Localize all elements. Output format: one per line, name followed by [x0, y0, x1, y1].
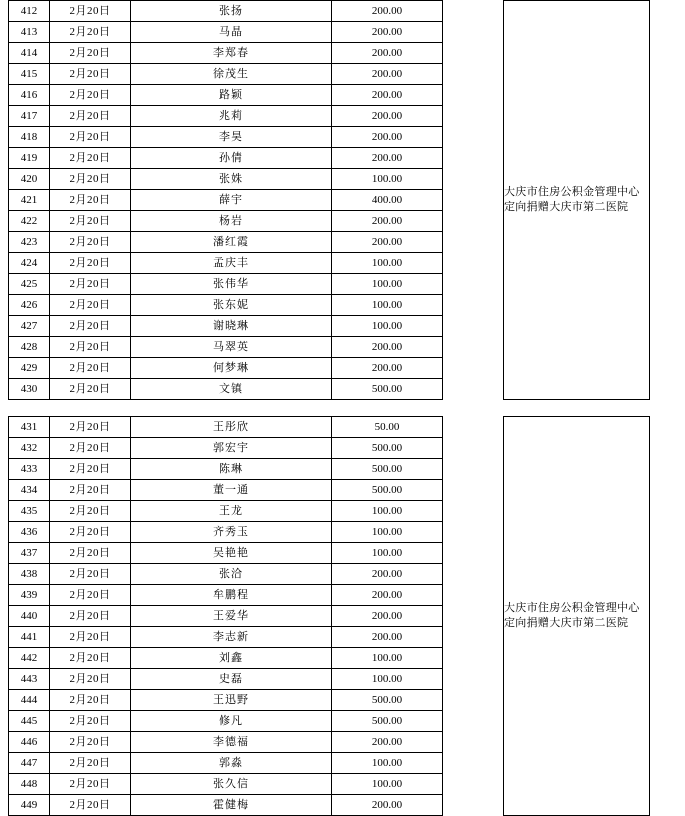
- cell-amount: 100.00: [332, 543, 443, 564]
- cell-amount: 200.00: [332, 627, 443, 648]
- cell-date: 2月20日: [50, 274, 131, 295]
- cell-gap: [443, 417, 504, 816]
- cell-donor-name: 王彤欣: [131, 417, 332, 438]
- cell-serial-number: 443: [9, 669, 50, 690]
- cell-donor-name: 李志新: [131, 627, 332, 648]
- cell-donor-name: 路颖: [131, 85, 332, 106]
- cell-amount: 400.00: [332, 190, 443, 211]
- cell-serial-number: 441: [9, 627, 50, 648]
- donation-table-block-2: [8, 416, 650, 816]
- cell-serial-number: 422: [9, 211, 50, 232]
- block-separator: [0, 400, 685, 416]
- cell-amount: 200.00: [332, 211, 443, 232]
- cell-amount: 100.00: [332, 669, 443, 690]
- cell-amount: 200.00: [332, 795, 443, 816]
- cell-serial-number: 414: [9, 43, 50, 64]
- cell-donor-name: 张扬: [131, 1, 332, 22]
- cell-date: 2月20日: [50, 459, 131, 480]
- cell-amount: 200.00: [332, 232, 443, 253]
- cell-donor-name: 马晶: [131, 22, 332, 43]
- cell-serial-number: 437: [9, 543, 50, 564]
- cell-date: 2月20日: [50, 169, 131, 190]
- cell-date: 2月20日: [50, 106, 131, 127]
- cell-donor-name: 兆莉: [131, 106, 332, 127]
- cell-amount: 200.00: [332, 148, 443, 169]
- cell-date: 2月20日: [50, 148, 131, 169]
- cell-donor-name: 王龙: [131, 501, 332, 522]
- cell-donor-name: 齐秀玉: [131, 522, 332, 543]
- cell-amount: 200.00: [332, 64, 443, 85]
- cell-donor-name: 徐茂生: [131, 64, 332, 85]
- cell-serial-number: 423: [9, 232, 50, 253]
- cell-amount: 200.00: [332, 585, 443, 606]
- cell-donor-name: 张姝: [131, 169, 332, 190]
- cell-amount: 50.00: [332, 417, 443, 438]
- cell-donor-name: 张久信: [131, 774, 332, 795]
- cell-note: [504, 1, 650, 400]
- cell-donor-name: 李郑春: [131, 43, 332, 64]
- cell-amount: 500.00: [332, 379, 443, 400]
- table-body: [9, 417, 650, 816]
- cell-serial-number: 435: [9, 501, 50, 522]
- cell-date: 2月20日: [50, 417, 131, 438]
- cell-serial-number: 440: [9, 606, 50, 627]
- cell-donor-name: 孟庆丰: [131, 253, 332, 274]
- cell-donor-name: 郭宏宇: [131, 438, 332, 459]
- cell-date: 2月20日: [50, 85, 131, 106]
- cell-date: 2月20日: [50, 669, 131, 690]
- cell-date: 2月20日: [50, 295, 131, 316]
- cell-amount: 200.00: [332, 85, 443, 106]
- cell-serial-number: 419: [9, 148, 50, 169]
- cell-serial-number: 431: [9, 417, 50, 438]
- cell-donor-name: 陈琳: [131, 459, 332, 480]
- cell-date: 2月20日: [50, 337, 131, 358]
- cell-donor-name: 董一通: [131, 480, 332, 501]
- cell-date: 2月20日: [50, 438, 131, 459]
- cell-serial-number: 436: [9, 522, 50, 543]
- cell-amount: 100.00: [332, 169, 443, 190]
- cell-serial-number: 444: [9, 690, 50, 711]
- cell-amount: 100.00: [332, 253, 443, 274]
- cell-date: 2月20日: [50, 690, 131, 711]
- cell-date: 2月20日: [50, 648, 131, 669]
- cell-donor-name: 郭淼: [131, 753, 332, 774]
- cell-donor-name: 杨岩: [131, 211, 332, 232]
- cell-amount: 200.00: [332, 358, 443, 379]
- cell-date: 2月20日: [50, 501, 131, 522]
- table-row: [9, 417, 650, 438]
- cell-serial-number: 433: [9, 459, 50, 480]
- cell-note: [504, 417, 650, 816]
- cell-serial-number: 416: [9, 85, 50, 106]
- cell-donor-name: 史磊: [131, 669, 332, 690]
- cell-amount: 100.00: [332, 295, 443, 316]
- cell-amount: 200.00: [332, 106, 443, 127]
- cell-date: 2月20日: [50, 64, 131, 85]
- cell-donor-name: 李昊: [131, 127, 332, 148]
- cell-donor-name: 谢晓琳: [131, 316, 332, 337]
- donation-table-block-1: [8, 0, 650, 400]
- cell-amount: 200.00: [332, 127, 443, 148]
- cell-date: 2月20日: [50, 564, 131, 585]
- cell-date: 2月20日: [50, 585, 131, 606]
- cell-serial-number: 439: [9, 585, 50, 606]
- cell-serial-number: 438: [9, 564, 50, 585]
- cell-amount: 200.00: [332, 732, 443, 753]
- cell-donor-name: 文镇: [131, 379, 332, 400]
- cell-serial-number: 415: [9, 64, 50, 85]
- cell-amount: 100.00: [332, 316, 443, 337]
- cell-serial-number: 428: [9, 337, 50, 358]
- cell-amount: 100.00: [332, 522, 443, 543]
- cell-serial-number: 434: [9, 480, 50, 501]
- cell-amount: 500.00: [332, 711, 443, 732]
- cell-amount: 100.00: [332, 774, 443, 795]
- cell-date: 2月20日: [50, 211, 131, 232]
- cell-amount: 100.00: [332, 274, 443, 295]
- cell-amount: 200.00: [332, 22, 443, 43]
- cell-date: 2月20日: [50, 795, 131, 816]
- cell-serial-number: 418: [9, 127, 50, 148]
- cell-donor-name: 何梦琳: [131, 358, 332, 379]
- note-text: 大庆市住房公积金管理中心定向捐赠大庆市第二医院: [504, 602, 640, 629]
- cell-date: 2月20日: [50, 627, 131, 648]
- cell-date: 2月20日: [50, 606, 131, 627]
- table-body: [9, 1, 650, 400]
- cell-date: 2月20日: [50, 543, 131, 564]
- cell-serial-number: 424: [9, 253, 50, 274]
- note-text: 大庆市住房公积金管理中心定向捐赠大庆市第二医院: [504, 186, 640, 213]
- cell-donor-name: 张伟华: [131, 274, 332, 295]
- cell-serial-number: 427: [9, 316, 50, 337]
- cell-serial-number: 429: [9, 358, 50, 379]
- cell-donor-name: 修凡: [131, 711, 332, 732]
- cell-donor-name: 潘红霞: [131, 232, 332, 253]
- cell-amount: 200.00: [332, 337, 443, 358]
- cell-serial-number: 417: [9, 106, 50, 127]
- cell-date: 2月20日: [50, 127, 131, 148]
- cell-serial-number: 420: [9, 169, 50, 190]
- cell-amount: 500.00: [332, 480, 443, 501]
- cell-serial-number: 447: [9, 753, 50, 774]
- cell-donor-name: 张东妮: [131, 295, 332, 316]
- cell-donor-name: 张洽: [131, 564, 332, 585]
- cell-donor-name: 吴艳艳: [131, 543, 332, 564]
- cell-date: 2月20日: [50, 732, 131, 753]
- cell-serial-number: 448: [9, 774, 50, 795]
- cell-amount: 500.00: [332, 459, 443, 480]
- table-row: [9, 1, 650, 22]
- cell-serial-number: 442: [9, 648, 50, 669]
- cell-date: 2月20日: [50, 358, 131, 379]
- cell-date: 2月20日: [50, 232, 131, 253]
- cell-date: 2月20日: [50, 522, 131, 543]
- cell-date: 2月20日: [50, 1, 131, 22]
- cell-donor-name: 王爱华: [131, 606, 332, 627]
- cell-donor-name: 薛宇: [131, 190, 332, 211]
- cell-serial-number: 445: [9, 711, 50, 732]
- cell-serial-number: 432: [9, 438, 50, 459]
- cell-donor-name: 刘鑫: [131, 648, 332, 669]
- cell-amount: 100.00: [332, 648, 443, 669]
- cell-donor-name: 孙倩: [131, 148, 332, 169]
- cell-serial-number: 421: [9, 190, 50, 211]
- cell-donor-name: 李德福: [131, 732, 332, 753]
- cell-amount: 500.00: [332, 690, 443, 711]
- cell-donor-name: 牟鹏程: [131, 585, 332, 606]
- cell-date: 2月20日: [50, 711, 131, 732]
- cell-date: 2月20日: [50, 774, 131, 795]
- cell-amount: 200.00: [332, 564, 443, 585]
- cell-serial-number: 413: [9, 22, 50, 43]
- cell-amount: 200.00: [332, 1, 443, 22]
- cell-donor-name: 王迅野: [131, 690, 332, 711]
- cell-amount: 100.00: [332, 753, 443, 774]
- cell-serial-number: 446: [9, 732, 50, 753]
- cell-date: 2月20日: [50, 480, 131, 501]
- cell-date: 2月20日: [50, 379, 131, 400]
- cell-gap: [443, 1, 504, 400]
- cell-donor-name: 霍健梅: [131, 795, 332, 816]
- cell-amount: 200.00: [332, 43, 443, 64]
- cell-date: 2月20日: [50, 253, 131, 274]
- cell-amount: 100.00: [332, 501, 443, 522]
- cell-amount: 200.00: [332, 606, 443, 627]
- cell-date: 2月20日: [50, 753, 131, 774]
- cell-amount: 500.00: [332, 438, 443, 459]
- cell-date: 2月20日: [50, 190, 131, 211]
- cell-serial-number: 412: [9, 1, 50, 22]
- cell-serial-number: 426: [9, 295, 50, 316]
- cell-serial-number: 425: [9, 274, 50, 295]
- cell-date: 2月20日: [50, 22, 131, 43]
- cell-date: 2月20日: [50, 316, 131, 337]
- cell-serial-number: 449: [9, 795, 50, 816]
- cell-serial-number: 430: [9, 379, 50, 400]
- cell-donor-name: 马翠英: [131, 337, 332, 358]
- cell-date: 2月20日: [50, 43, 131, 64]
